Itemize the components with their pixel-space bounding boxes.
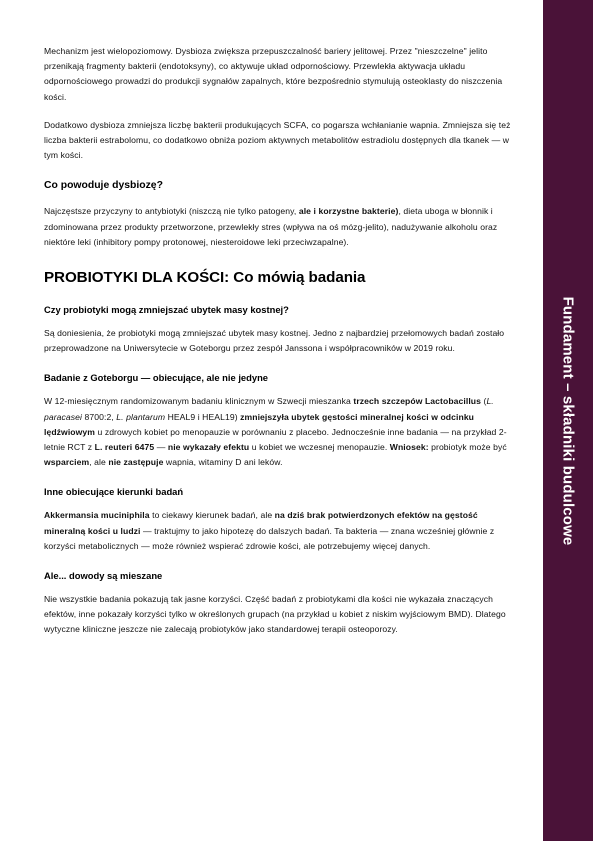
akkermansia-caveat-bold: na dziś brak potwierdzonych efektów na gęstość mineralną kości u ludzi [44,510,478,536]
paragraph-mixed-evidence: Nie wszystkie badania pokazują tak jasne korzyści. Część badań z probiotykami dla kości nie wykazała znaczących efektów, inne pokazały korzyści tylko w określonych grupach (na przykład u kobiet z niskim wyjściowym BMD). Dlatego wytyczne kliniczne jeszcze nie zalecają probiotyków jako standardowej terapii osteoporozy. [44,594,506,635]
rct-not-replace-bold: nie zastępuje [108,457,164,468]
rct-part-4: HEAL9 i HEAL19) [165,411,241,422]
rct-part-8: probiotyk może być [428,442,507,453]
rct-outcome-bold: zmniejszyła ubytek gęstości mineralnej kości w odcinku lędźwiowym [44,411,475,437]
heading-czy-probiotyki-moga: Czy probiotyki mogą zmniejszać ubytek masy kostnej? [44,304,289,316]
rct-part-7: u kobiet we wczesnej menopauzie. [249,442,390,453]
rct-part-6: — [154,442,168,453]
rct-species-paracasei: L. paracasei [44,396,494,422]
heading-co-powoduje-dysbioze: Co powoduje dysbiozę? [44,180,163,192]
rct-part-1: W 12-miesięcznym randomizowanym badaniu klinicznym w Szwecji mieszanka [44,396,354,407]
heading-dowody-sa-mieszane: Ale... dowody są mieszane [44,570,163,582]
rct-reuteri-bold: L. reuteri 6475 [94,442,155,453]
rct-part-9: , ale [89,457,109,468]
akkermansia-species-bold: Akkermansia muciniphila [44,510,150,521]
causes-text-part-2: , dieta uboga w błonnik i zdominowana przez produkty przetworzone, przewlekły stres (wpływa na oś mózg-jelito), nadużywanie alkoholu oraz niektóre leki (inhibitory pompy protonowej, niesteroidowe leki przeciwzapalne). [44,206,498,247]
paragraph-akkermansia [44,508,516,554]
rct-part-5: u zdrowych kobiet po menopauzie w porównaniu z placebo. Jednocześnie inne badania — na przykład 2-letnie RCT z [44,426,507,453]
paragraph-causes [44,204,516,250]
rct-no-effect-bold: nie wykazały efektu [167,442,250,453]
rct-part-10: wapnia, witaminy D ani leków. [163,457,283,468]
heading-badanie-z-goteborgu: Badanie z Goteborgu — obiecujące, ale nie jedyne [44,372,269,384]
paragraph-scfa: Dodatkowo dysbioza zmniejsza liczbę bakterii produkujących SCFA, co pogarsza wchłanianie wapnia. Zmniejsza się też liczba bakterii estrabolomu, co dodatkowo obniża poziom aktywnych metabolitów estradiolu dostępnych dla tkanek — w tym kości. [44,119,511,161]
document-content-column [44,44,516,651]
akkermansia-part-2: — traktujmy to jako hipotezę do dalszych badań. Ta bakteria — znana wcześniej głównie z korzyści metabolicznych — może również wspierać zdrowie kości, ale potrzebujemy więcej danych. [44,525,495,551]
paragraph-rct-study [44,394,516,470]
rct-strains-bold: trzech szczepów Lactobacillus [353,396,482,407]
rct-part-3: 8700:2, [82,411,117,422]
heading-inne-kierunki-badan: Inne obiecujące kierunki badań [44,486,184,498]
rct-support-bold: wsparciem [44,457,90,468]
heading-probiotyki-dla-kosci: PROBIOTYKI DLA KOŚCI: Co mówią badania [44,269,366,287]
akkermansia-part-1: to ciekawy kierunek badań, ale [149,510,275,521]
paragraph-doniesienia: Są doniesienia, że probiotyki mogą zmniejszać ubytek masy kostnej. Jedno z najbardziej przełomowych badań zostało przeprowadzone na Uniwersytecie w Goteborgu przez zespół Janssona i współpracowników w 2019 roku. [44,328,505,354]
causes-text-emphasis: ale i korzystne bakterie) [298,206,399,217]
rct-part-2: ( [481,396,487,407]
causes-text-part-1: Najczęstsze przyczyny to antybiotyki (niszczą nie tylko patogeny, [44,206,299,217]
paragraph-mechanism: Mechanizm jest wielopoziomowy. Dysbioza zwiększa przepuszczalność bariery jelitowej. Przez "nieszczelne" jelito przenikają fragmenty bakterii (endotoksyny), co aktywuje układ odpornościowy. Przewlekła aktywacja układu odpornościowego prowadzi do produkcji sygnałów zapalnych, które bezpośrednio stymulują osteoklasty do niszczenia kości. [44,46,503,102]
rct-conclusion-label: Wniosek: [389,442,429,453]
side-tab-label: Fundament – składniki budulcowe [559,296,577,545]
side-tab-banner [543,0,593,841]
rct-species-plantarum: L. plantarum [116,411,166,422]
